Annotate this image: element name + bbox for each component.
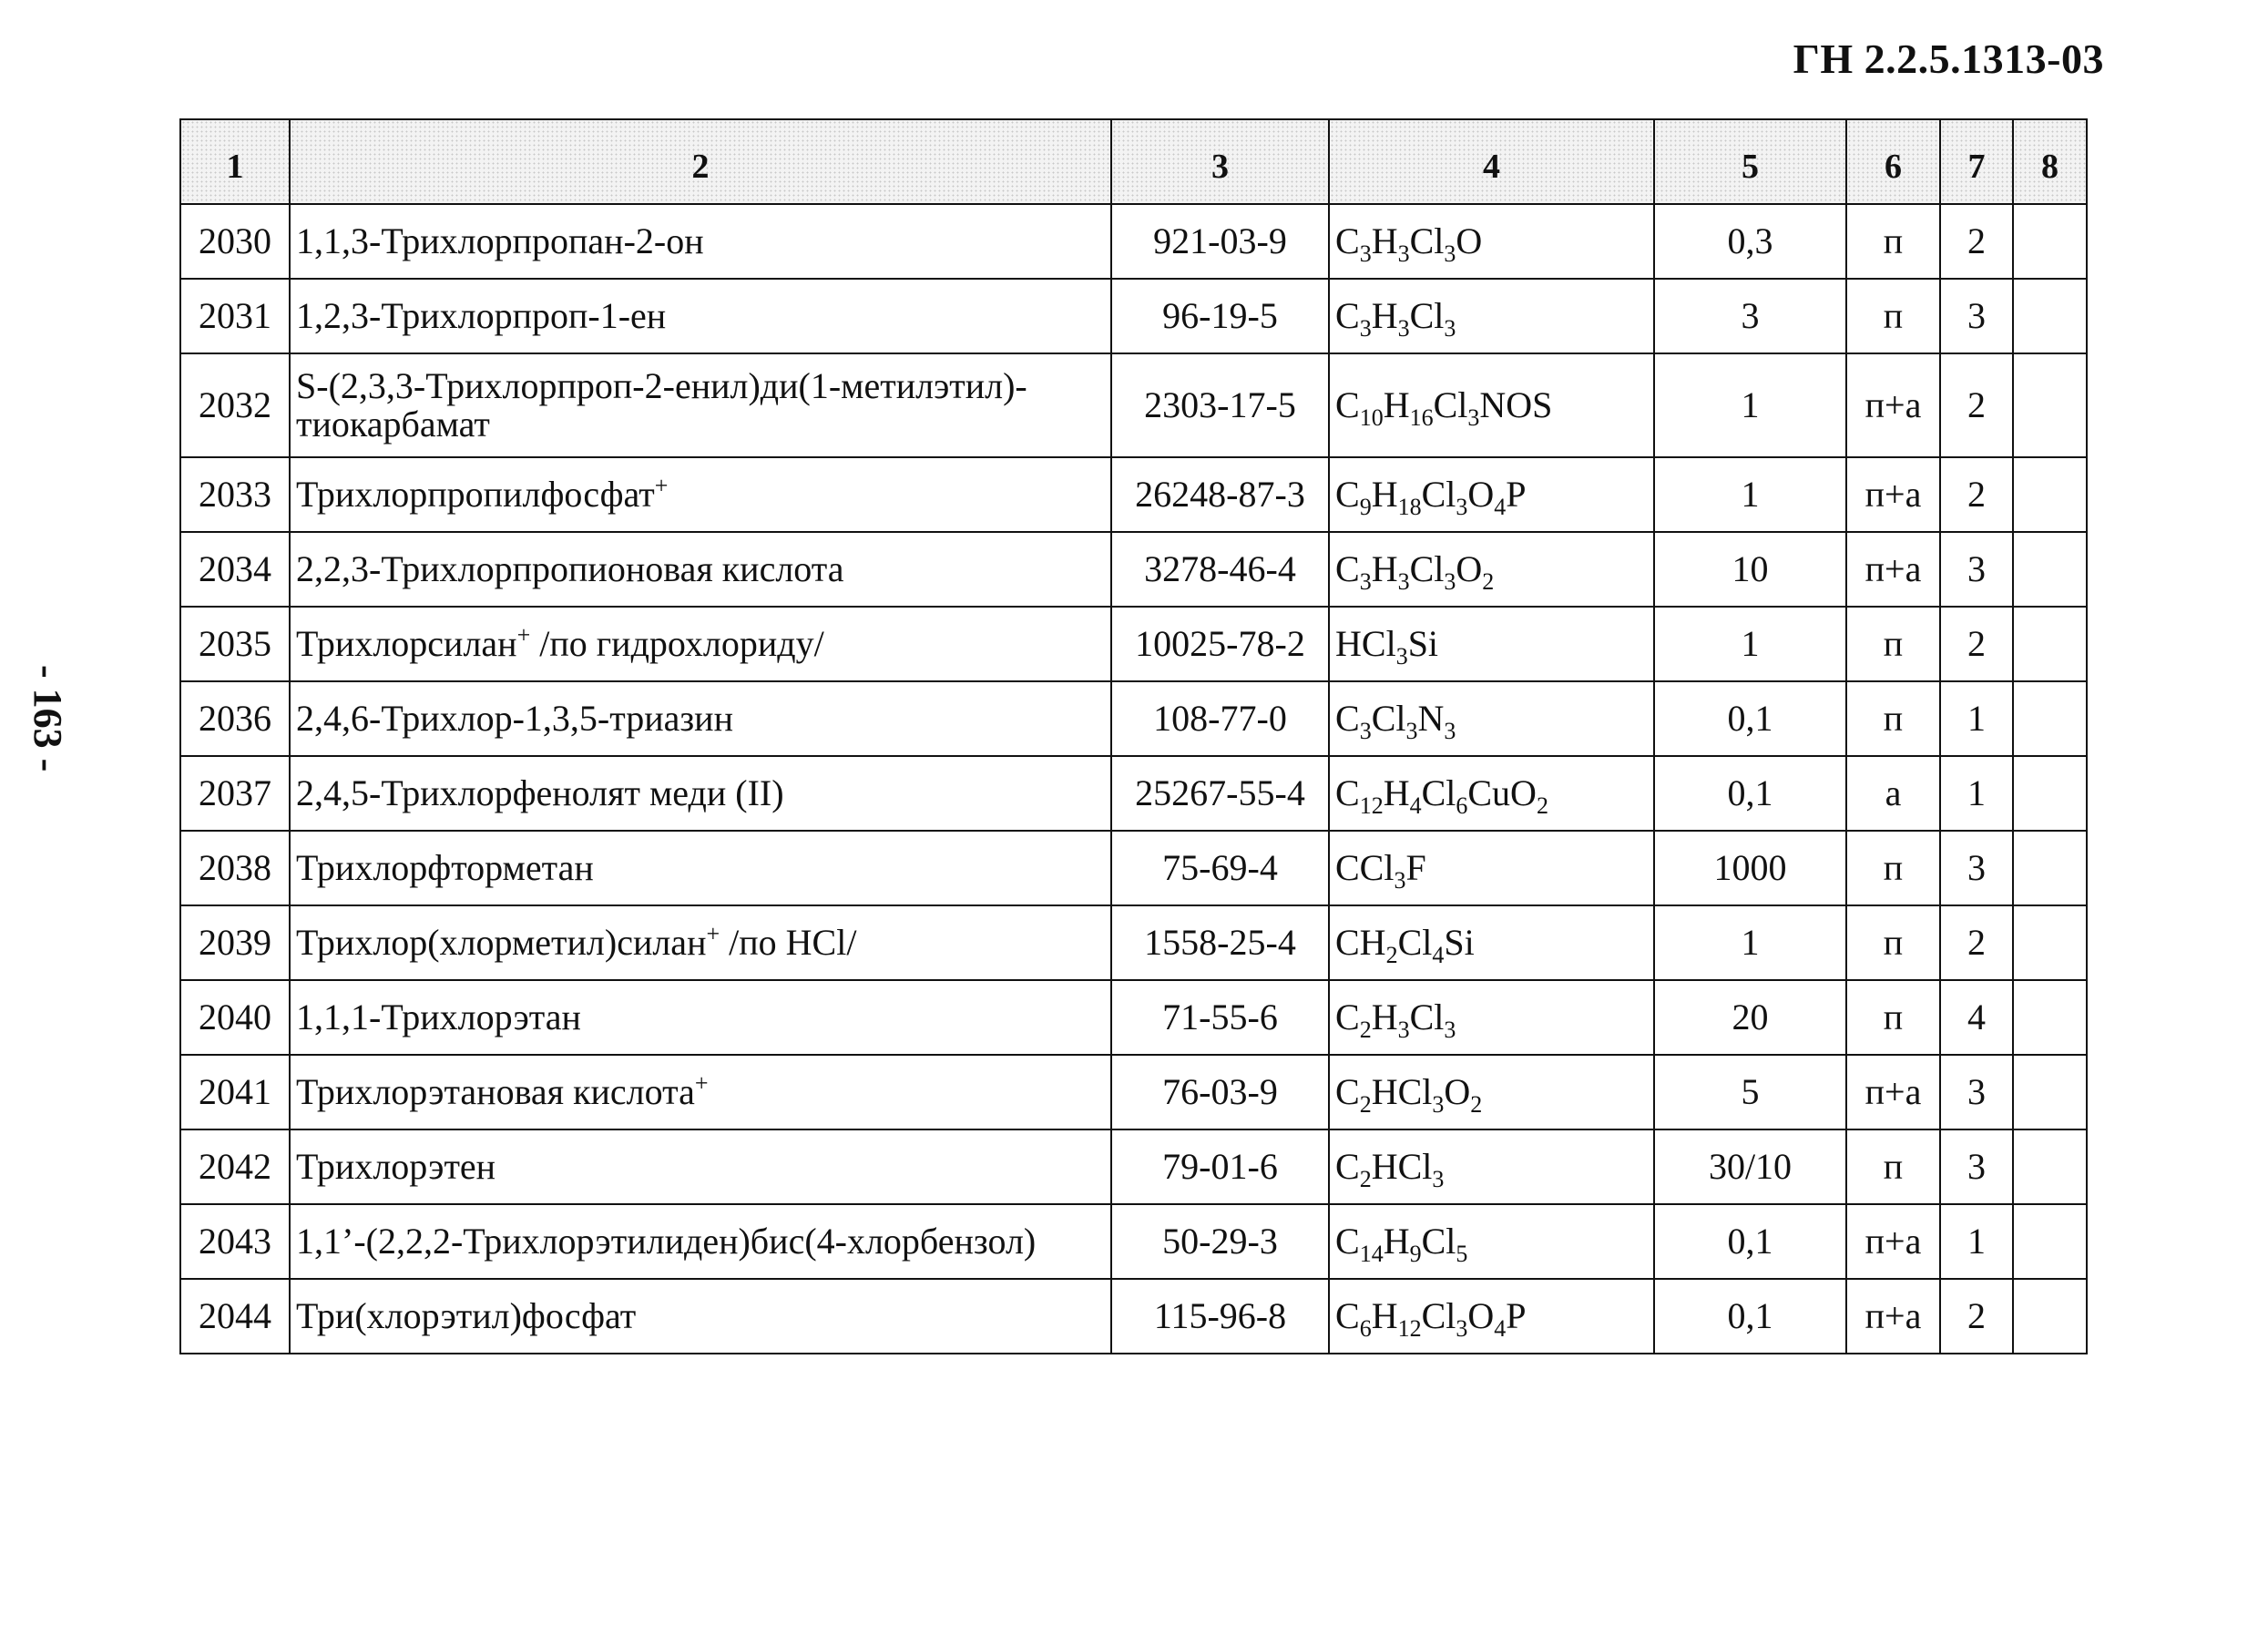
hazard-class: 3: [1940, 831, 2013, 905]
table-row: [180, 532, 2087, 607]
table-row: [180, 204, 2087, 279]
table-row: [180, 681, 2087, 756]
note-cell: [2013, 905, 2087, 980]
cas-number: 10025-78-2: [1111, 607, 1329, 681]
column-header-1: 1: [180, 119, 290, 204]
aggregate-state: п: [1846, 831, 1940, 905]
note-cell: [2013, 353, 2087, 457]
table-row: [180, 980, 2087, 1055]
chemical-formula: $C_3H_3Cl_3$: [1329, 279, 1654, 353]
chemical-formula: CCl$_3$F: [1329, 831, 1654, 905]
column-header-7: 7: [1940, 119, 2013, 204]
note-cell: [2013, 756, 2087, 831]
note-cell: [2013, 681, 2087, 756]
hazard-class: 2: [1940, 905, 2013, 980]
row-number: 2034: [180, 532, 290, 607]
substance-name: S-(2,3,3-Трихлорпроп-2-енил)ди(1-метилэтил)- тиокарбамат: [290, 353, 1111, 457]
hazard-class: 1: [1940, 681, 2013, 756]
concentration-value: 1: [1654, 457, 1846, 532]
note-cell: [2013, 1055, 2087, 1129]
hazard-class: 2: [1940, 204, 2013, 279]
concentration-value: 1000: [1654, 831, 1846, 905]
substance-name: Трихлорэтен: [290, 1129, 1111, 1204]
column-header-5: 5: [1654, 119, 1846, 204]
chemical-formula: $C_{10}H_{16}Cl_3NOS$: [1329, 353, 1654, 457]
substance-name: 1,1,1-Трихлорэтан: [290, 980, 1111, 1055]
hazard-class: 4: [1940, 980, 2013, 1055]
header-row: [180, 119, 2087, 204]
substance-name: 1,2,3-Трихлорпроп-1-ен: [290, 279, 1111, 353]
cas-number: 1558-25-4: [1111, 905, 1329, 980]
substance-name: 2,4,6-Трихлор-1,3,5-триазин: [290, 681, 1111, 756]
table-row: [180, 756, 2087, 831]
note-cell: [2013, 1204, 2087, 1279]
note-cell: [2013, 204, 2087, 279]
cas-number: 75-69-4: [1111, 831, 1329, 905]
concentration-value: 0,3: [1654, 204, 1846, 279]
substance-name: Трихлорпропилфосфат+: [290, 457, 1111, 532]
aggregate-state: п: [1846, 980, 1940, 1055]
aggregate-state: п+а: [1846, 457, 1940, 532]
table-row: [180, 457, 2087, 532]
aggregate-state: п: [1846, 905, 1940, 980]
hazard-class: 3: [1940, 532, 2013, 607]
row-number: 2044: [180, 1279, 290, 1354]
cas-number: 2303-17-5: [1111, 353, 1329, 457]
aggregate-state: п+а: [1846, 353, 1940, 457]
substance-name: 1,1’-(2,2,2-Трихлорэтилиден)бис(4-хлорбензол): [290, 1204, 1111, 1279]
aggregate-state: п+а: [1846, 532, 1940, 607]
cas-number: 76-03-9: [1111, 1055, 1329, 1129]
hazard-class: 3: [1940, 279, 2013, 353]
hazard-class: 1: [1940, 756, 2013, 831]
note-cell: [2013, 1129, 2087, 1204]
table-row: [180, 1204, 2087, 1279]
note-cell: [2013, 279, 2087, 353]
row-number: 2036: [180, 681, 290, 756]
substance-name: Трихлорсилан+ /по гидрохлориду/: [290, 607, 1111, 681]
table-row: [180, 353, 2087, 457]
aggregate-state: п: [1846, 681, 1940, 756]
hazard-class: 2: [1940, 457, 2013, 532]
row-number: 2037: [180, 756, 290, 831]
table-row: [180, 1279, 2087, 1354]
concentration-value: 1: [1654, 353, 1846, 457]
concentration-value: 30/10: [1654, 1129, 1846, 1204]
chemical-formula: $C_3H_3Cl_3O_2$: [1329, 532, 1654, 607]
concentration-value: 0,1: [1654, 756, 1846, 831]
row-number: 2030: [180, 204, 290, 279]
chemical-formula: HCl$_3$Si: [1329, 607, 1654, 681]
note-cell: [2013, 457, 2087, 532]
substance-name: 2,4,5-Трихлорфенолят меди (II): [290, 756, 1111, 831]
document-code: ГН 2.2.5.1313-03: [1793, 36, 2104, 82]
note-cell: [2013, 1279, 2087, 1354]
aggregate-state: п: [1846, 607, 1940, 681]
concentration-value: 0,1: [1654, 1204, 1846, 1279]
substance-name: Трихлорфторметан: [290, 831, 1111, 905]
table-row: [180, 279, 2087, 353]
column-header-2: 2: [290, 119, 1111, 204]
row-number: 2032: [180, 353, 290, 457]
aggregate-state: п: [1846, 204, 1940, 279]
substance-name: 2,2,3-Трихлорпропионовая кислота: [290, 532, 1111, 607]
hazard-class: 3: [1940, 1055, 2013, 1129]
concentration-value: 0,1: [1654, 1279, 1846, 1354]
note-cell: [2013, 607, 2087, 681]
table-row: [180, 905, 2087, 980]
chemical-formula: $C_{12}H_4Cl_6CuO_2$: [1329, 756, 1654, 831]
aggregate-state: п: [1846, 279, 1940, 353]
note-cell: [2013, 532, 2087, 607]
cas-number: 25267-55-4: [1111, 756, 1329, 831]
column-header-4: 4: [1329, 119, 1654, 204]
chemical-formula: $C_2H_3Cl_3$: [1329, 980, 1654, 1055]
aggregate-state: п+а: [1846, 1279, 1940, 1354]
column-header-8: 8: [2013, 119, 2087, 204]
note-cell: [2013, 980, 2087, 1055]
cas-number: 921-03-9: [1111, 204, 1329, 279]
row-number: 2031: [180, 279, 290, 353]
chemical-formula: $CH_2Cl_4Si$: [1329, 905, 1654, 980]
chemical-formula: $C_{14}H_9Cl_5$: [1329, 1204, 1654, 1279]
cas-number: 3278-46-4: [1111, 532, 1329, 607]
row-number: 2042: [180, 1129, 290, 1204]
cas-number: 96-19-5: [1111, 279, 1329, 353]
row-number: 2033: [180, 457, 290, 532]
cas-number: 108-77-0: [1111, 681, 1329, 756]
substance-name: Трихлор(хлорметил)силан+ /по HCl/: [290, 905, 1111, 980]
concentration-value: 0,1: [1654, 681, 1846, 756]
cas-number: 79-01-6: [1111, 1129, 1329, 1204]
substance-name: 1,1,3-Трихлорпропан-2-он: [290, 204, 1111, 279]
chemical-formula: $C_6H_{12}Cl_3O_4P$: [1329, 1279, 1654, 1354]
substances-table: [179, 118, 2088, 1354]
column-header-3: 3: [1111, 119, 1329, 204]
aggregate-state: п+а: [1846, 1055, 1940, 1129]
table-row: [180, 1055, 2087, 1129]
row-number: 2041: [180, 1055, 290, 1129]
chemical-formula: $C_9H_{18}Cl_3O_4P$: [1329, 457, 1654, 532]
chemical-formula: $C_2HCl_3$: [1329, 1129, 1654, 1204]
row-number: 2039: [180, 905, 290, 980]
concentration-value: 10: [1654, 532, 1846, 607]
chemical-formula: $C_2HCl_3O_2$: [1329, 1055, 1654, 1129]
concentration-value: 1: [1654, 905, 1846, 980]
page-number: - 163 -: [26, 665, 70, 772]
row-number: 2043: [180, 1204, 290, 1279]
concentration-value: 5: [1654, 1055, 1846, 1129]
aggregate-state: п+а: [1846, 1204, 1940, 1279]
table-body: [180, 204, 2087, 1354]
cas-number: 26248-87-3: [1111, 457, 1329, 532]
hazard-class: 2: [1940, 607, 2013, 681]
hazard-class: 1: [1940, 1204, 2013, 1279]
substance-name: Трихлорэтановая кислота+: [290, 1055, 1111, 1129]
table-row: [180, 831, 2087, 905]
row-number: 2040: [180, 980, 290, 1055]
column-header-6: 6: [1846, 119, 1940, 204]
cas-number: 50-29-3: [1111, 1204, 1329, 1279]
chemical-formula: $C_3H_3Cl_3O$: [1329, 204, 1654, 279]
substance-name: Три(хлорэтил)фосфат: [290, 1279, 1111, 1354]
aggregate-state: а: [1846, 756, 1940, 831]
concentration-value: 3: [1654, 279, 1846, 353]
chemical-formula: $C_3Cl_3N_3$: [1329, 681, 1654, 756]
table-row: [180, 1129, 2087, 1204]
cas-number: 71-55-6: [1111, 980, 1329, 1055]
hazard-class: 2: [1940, 353, 2013, 457]
concentration-value: 1: [1654, 607, 1846, 681]
aggregate-state: п: [1846, 1129, 1940, 1204]
concentration-value: 20: [1654, 980, 1846, 1055]
table-header: [180, 119, 2087, 204]
hazard-class: 3: [1940, 1129, 2013, 1204]
row-number: 2035: [180, 607, 290, 681]
table-row: [180, 607, 2087, 681]
hazard-class: 2: [1940, 1279, 2013, 1354]
cas-number: 115-96-8: [1111, 1279, 1329, 1354]
note-cell: [2013, 831, 2087, 905]
row-number: 2038: [180, 831, 290, 905]
